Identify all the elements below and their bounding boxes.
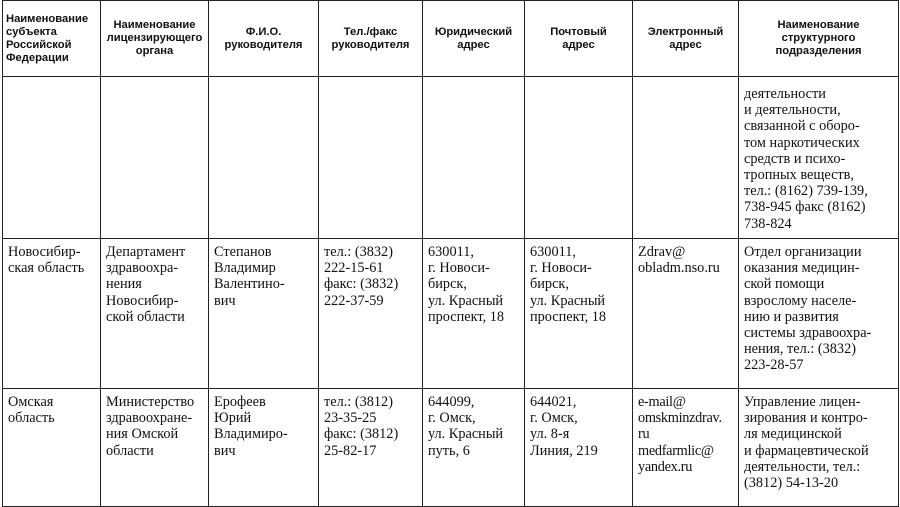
header-email: Электронный адрес bbox=[633, 1, 739, 77]
cell-phone: тел.: (3812) 23-35-25 факс: (3812) 25-82-17 bbox=[319, 389, 423, 507]
cell-legal-address bbox=[423, 77, 525, 239]
cell-legal-address: 630011, г. Новоси- бирск, ул. Красный проспект, 18 bbox=[423, 239, 525, 389]
licensing-bodies-table bbox=[2, 0, 899, 507]
table-row bbox=[3, 239, 899, 389]
cell-fio bbox=[209, 77, 319, 239]
cell-organ: Департамент здравоохра- нения Новосибир- ской области bbox=[101, 239, 209, 389]
cell-legal-address: 644099, г. Омск, ул. Красный путь, 6 bbox=[423, 389, 525, 507]
cell-postal-address: 630011, г. Новоси- бирск, ул. Красный проспект, 18 bbox=[525, 239, 633, 389]
header-department: Наименование структурного подразделения bbox=[739, 1, 899, 77]
cell-fio: Ерофеев Юрий Владимиро- вич bbox=[209, 389, 319, 507]
cell-subject bbox=[3, 77, 101, 239]
cell-subject: Омская область bbox=[3, 389, 101, 507]
cell-email: e-mail@ omskminzdrav. ru medfarmlic@ yandex.ru bbox=[633, 389, 739, 507]
cell-fio: Степанов Владимир Валентино- вич bbox=[209, 239, 319, 389]
header-subject: Наименование субъекта Российской Федерации bbox=[3, 1, 101, 77]
cell-department: Отдел организации оказания медицин- ской помощи взрослому населе- нию и развития системы здравоохра- нения, тел.: (3832) 223-28-57 bbox=[739, 239, 899, 389]
cell-phone: тел.: (3832) 222-15-61 факс: (3832) 222-37-59 bbox=[319, 239, 423, 389]
table-row bbox=[3, 389, 899, 507]
header-postal-address: Почтовый адрес bbox=[525, 1, 633, 77]
cell-email bbox=[633, 77, 739, 239]
cell-subject: Новосибир- ская область bbox=[3, 239, 101, 389]
cell-department: деятельности и деятельности, связанной с оборо- том наркотических средств и психо- тропных веществ, тел.: (8162) 739-139, 738-945 факс (8162) 738-824 bbox=[739, 77, 899, 239]
cell-postal-address: 644021, г. Омск, ул. 8-я Линия, 219 bbox=[525, 389, 633, 507]
header-fio: Ф.И.О. руководителя bbox=[209, 1, 319, 77]
cell-department: Управление лицен- зирования и контро- ля медицинской и фармацевтической деятельности, тел.: (3812) 54-13-20 bbox=[739, 389, 899, 507]
cell-email: Zdrav@ obladm.nso.ru bbox=[633, 239, 739, 389]
table-row bbox=[3, 77, 899, 239]
cell-organ bbox=[101, 77, 209, 239]
header-legal-address: Юридический адрес bbox=[423, 1, 525, 77]
header-organ: Наименование лицензирующего органа bbox=[101, 1, 209, 77]
header-phone: Тел./факс руководителя bbox=[319, 1, 423, 77]
cell-phone bbox=[319, 77, 423, 239]
header-row bbox=[3, 1, 899, 77]
cell-organ: Министерство здравоохране- ния Омской области bbox=[101, 389, 209, 507]
cell-postal-address bbox=[525, 77, 633, 239]
